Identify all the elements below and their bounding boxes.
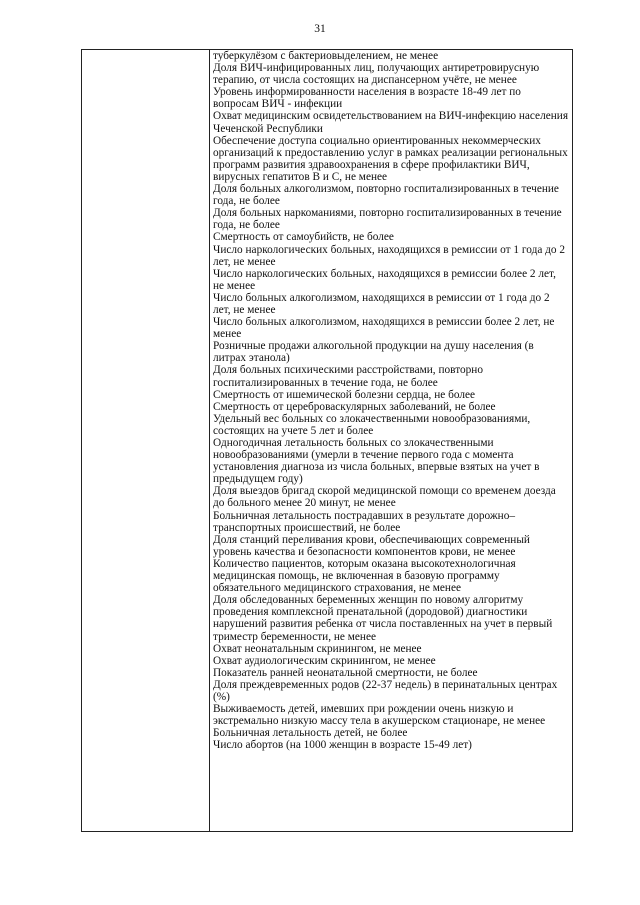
list-item: Доля больных алкоголизмом, повторно госпитализированных в течение года, не более [213, 183, 559, 208]
list-item: Число больных алкоголизмом, находящихся в ремиссии более 2 лет, не менее [213, 316, 555, 341]
list-item: Доля больных психическими расстройствами, повторно госпитализированных в течение года, не более [213, 364, 483, 389]
list-item: Число больных алкоголизмом, находящихся в ремиссии от 1 года до 2 лет, не менее [213, 291, 550, 316]
list-item: Доля обследованных беременных женщин по новому алгоритму проведения комплексной пренатальной (дородовой) диагностики нарушений развития ребенка от числа поставленных на учет в первый триместр беременности, не менее [213, 594, 553, 643]
list-item: Розничные продажи алкогольной продукции на душу населения (в литрах этанола) [213, 340, 534, 365]
list-item: туберкулёзом с бактериовыделением, не менее [213, 50, 439, 62]
list-item: Доля преждевременных родов (22-37 недель) в перинатальных центрах (%) [213, 678, 558, 703]
list-item: Одногодичная летальность больных со злокачественными новообразованиями (умерли в течение первого года с момента установления диагноза из числа больных, впервые взятых на учет в предыдущем году) [213, 437, 540, 486]
table-cell-left [82, 50, 210, 832]
table-cell-indicators [210, 50, 573, 832]
list-item: Больничная летальность детей, не более [213, 727, 408, 740]
list-item: Удельный вес больных со злокачественными новообразованиями, состоящих на учете 5 лет и более [213, 412, 531, 437]
list-item: Доля ВИЧ-инфицированных лиц, получающих антиретровирусную терапию, от числа состоящих на диспансерном учёте, не менее [213, 62, 540, 87]
list-item: Выживаемость детей, имевших при рождении очень низкую и экстремально низкую массу тела в акушерском стационаре, не менее [213, 703, 546, 728]
list-item: Охват медицинским освидетельствованием на ВИЧ-инфекцию населения Чеченской Республики [213, 110, 569, 135]
list-item: Смертность от самоубийств, не более [213, 231, 394, 244]
list-item: Число наркологических больных, находящихся в ремиссии более 2 лет, не менее [213, 267, 556, 292]
list-item: Смертность от ишемической болезни сердца, не более [213, 388, 476, 401]
list-item: Доля выездов бригад скорой медицинской помощи со временем доезда до больного менее 20 минут, не менее [213, 485, 556, 510]
list-item: Число наркологических больных, находящихся в ремиссии от 1 года до 2 лет, не менее [213, 243, 566, 268]
list-item: Смертность от цереброваскулярных заболеваний, не более [213, 400, 496, 413]
indicators-table [81, 49, 573, 832]
list-item: Показатель ранней неонатальной смертности, не более [213, 666, 478, 679]
list-item: Обеспечение доступа социально ориентированных некоммерческих организаций к предоставлению услуг в рамках реализации региональных программ развития здравоохранения в сфере профилактики ВИЧ, вирусных гепатитов В и С, не менее [213, 134, 568, 183]
table-row [82, 50, 573, 832]
list-item: Охват аудиологическим скринингом, не менее [213, 654, 436, 667]
list-item: Доля станций переливания крови, обеспечивающих современный уровень качества и безопасности компонентов крови, не менее [213, 533, 530, 558]
list-item: Количество пациентов, которым оказана высокотехнологичная медицинская помощь, не включенная в базовую программу обязательного медицинского страхования, не менее [213, 557, 516, 595]
list-item: Больничная летальность пострадавших в результате дорожно–транспортных происшествий, не более [213, 509, 516, 534]
list-item: Охват неонатальным скринингом, не менее [213, 642, 422, 655]
list-item: Уровень информированности населения в возрасте 18-49 лет по вопросам ВИЧ - инфекции [213, 86, 521, 111]
indicator-list [210, 50, 572, 751]
list-item: Число абортов (на 1000 женщин в возрасте 15-49 лет) [213, 739, 472, 752]
list-item: Доля больных наркоманиями, повторно госпитализированных в течение года, не более [213, 207, 562, 232]
page-number: 31 [314, 23, 326, 35]
